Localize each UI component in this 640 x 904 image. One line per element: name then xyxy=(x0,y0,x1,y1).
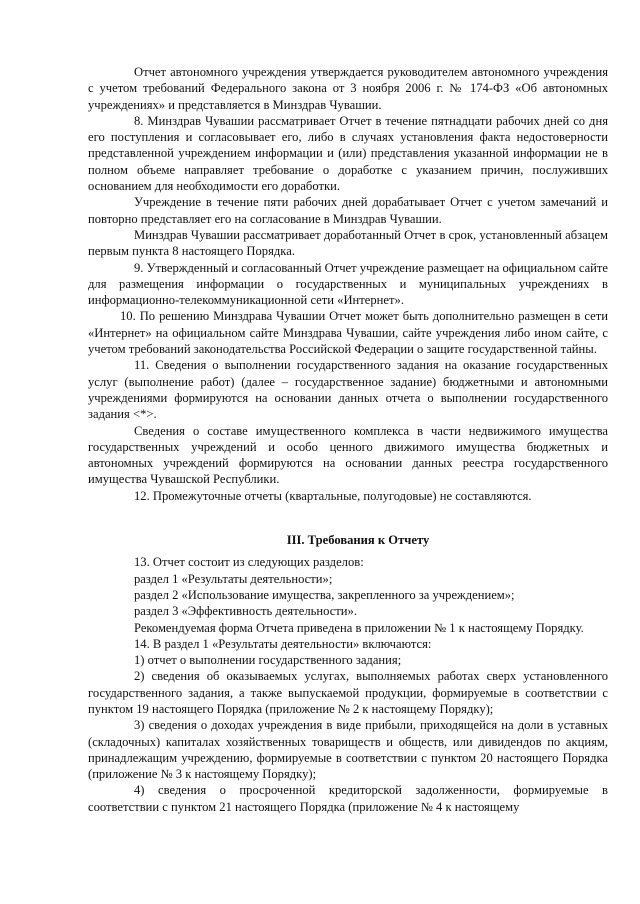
paragraph: 2) сведения об оказываемых услугах, выполняемых работах сверх установленного государственного задания, а также выпускаемой продукции, формируемые в соответствии с пунктом 19 настоящего Порядка (приложение № 2 к настоящему Порядку); xyxy=(88,669,608,716)
paragraph: раздел 3 «Эффективность деятельности». xyxy=(134,604,357,619)
paragraph: Учреждение в течение пяти рабочих дней дорабатывает Отчет с учетом замечаний и повторно представляет его на согласование в Минздрав Чувашии. xyxy=(88,195,608,226)
paragraph: 12. Промежуточные отчеты (квартальные, полугодовые) не составляются. xyxy=(134,488,532,503)
paragraph: 9. Утвержденный и согласованный Отчет учреждение размещает на официальном сайте для размещения информации о государственных и муниципальных учреждениях в информационно-телекоммуникационной сети «Интернет». xyxy=(88,260,608,308)
paragraph: 4) сведения о просроченной кредиторской задолженности, формируемые в соответствии с пунктом 21 настоящего Порядка (приложение № 4 к настоящему xyxy=(88,783,608,814)
paragraph: Минздрав Чувашии рассматривает доработанный Отчет в срок, установленный абзацем первым пункта 8 настоящего Порядка. xyxy=(88,227,608,259)
body-text-top xyxy=(88,64,608,504)
paragraph: раздел 2 «Использование имущества, закрепленного за учреждением»; xyxy=(134,587,515,602)
paragraph: 11. Сведения о выполнении государственного задания на оказание государственных услуг (выполнение работ) (далее – государственное задание) бюджетными и автономными учреждениями формируются на основании данных отчета о выполнении государственного задания <*>. xyxy=(88,358,608,422)
body-text-bottom xyxy=(88,554,608,815)
paragraph: 10. По решению Минздрава Чувашии Отчет может быть дополнительно размещен в сети «Интернет» на официальном сайте Минздрава Чувашии, сайте учреждения либо ином сайте, с учетом требований законодательства Российской Федерации о защите государственной тайны. xyxy=(88,309,608,357)
paragraph: раздел 1 «Результаты деятельности»; xyxy=(134,571,333,586)
paragraph: 3) сведения о доходах учреждения в виде прибыли, приходящейся на доли в уставных (складочных) капиталах хозяйственных товариществ и обществ, или дивидендов по акциям, принадлежащим учреждению, формируемые в соответствии с пунктом 20 настоящего Порядка (приложение № 3 к настоящему Порядку); xyxy=(88,718,608,782)
section-heading: III. Требования к Отчету xyxy=(286,533,430,548)
paragraph: Сведения о составе имущественного комплекса в части недвижимого имущества государственных учреждений и особо ценного движимого имущества бюджетных и автономных учреждений формируются на основании данных реестра государственного имущества Чувашской Республики. xyxy=(88,423,608,487)
paragraph: 14. В раздел 1 «Результаты деятельности» включаются: xyxy=(134,636,432,651)
paragraph: Рекомендуемая форма Отчета приведена в приложении № 1 к настоящему Порядку. xyxy=(134,620,584,635)
paragraph: 13. Отчет состоит из следующих разделов: xyxy=(134,555,364,570)
paragraph: Отчет автономного учреждения утверждается руководителем автономного учреждения с учетом требований Федерального закона от 3 ноября 2006 г. № 174-ФЗ «Об автономных учреждениях» и представляется в Минздрав Чувашии. xyxy=(88,65,608,112)
paragraph: 1) отчет о выполнении государственного задания; xyxy=(134,653,402,668)
paragraph: 8. Минздрав Чувашии рассматривает Отчет в течение пятнадцати рабочих дней со дня его поступления и согласовывает его, либо в случаях установления факта недостоверности представленной учреждением информации и (или) представления указанной информации не в полном объеме направляет требование о доработке с указанием причин, послуживших основанием для необходимости его доработки. xyxy=(88,113,608,194)
